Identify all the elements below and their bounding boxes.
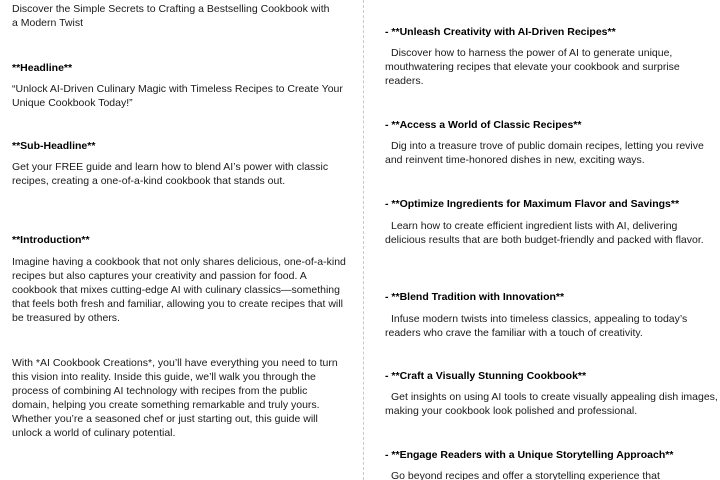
introduction-paragraph-1: Imagine having a cookbook that not only shares delicious, one-of-a-kind recipes but also captures your creativity and passion for food. A cookbook that mixes cutting-edge AI with culinary classics—something that feels both fresh and familiar, allowing you to create recipes that will be treasured by others. bbox=[12, 256, 346, 324]
benefit-body: Learn how to create efficient ingredient lists with AI, delivering delicious results that are both budget-friendly and packed with flavor. bbox=[385, 220, 704, 246]
benefit-heading: - **Optimize Ingredients for Maximum Flavor and Savings** bbox=[385, 198, 680, 210]
benefit-heading: - **Unleash Creativity with AI-Driven Recipes** bbox=[385, 26, 616, 38]
headline-label: **Headline** bbox=[12, 62, 73, 74]
benefit-heading: - **Craft a Visually Stunning Cookbook** bbox=[385, 370, 587, 382]
benefit-body: Discover how to harness the power of AI to generate unique, mouthwatering recipes that elevate your cookbook and surprise readers. bbox=[385, 47, 680, 87]
benefit-heading: - **Access a World of Classic Recipes** bbox=[385, 119, 582, 131]
right-column bbox=[385, 0, 718, 480]
introduction-label: **Introduction** bbox=[12, 234, 90, 246]
subheadline-text: Get your FREE guide and learn how to blend AI’s power with classic recipes, creating a one-of-a-kind cookbook that stands out. bbox=[12, 161, 329, 187]
benefit-body: Get insights on using AI tools to create visually appealing dish images, making your cookbook look polished and professional. bbox=[385, 391, 718, 417]
benefit-heading: - **Engage Readers with a Unique Storytelling Approach** bbox=[385, 449, 674, 461]
benefit-body: Infuse modern twists into timeless classics, appealing to today’s readers who crave the familiar with a touch of creativity. bbox=[385, 313, 688, 339]
benefit-body: Dig into a treasure trove of public domain recipes, letting you revive and reinvent time-honored dishes in new, exciting ways. bbox=[385, 140, 704, 166]
left-column bbox=[12, 0, 346, 480]
subheadline-label: **Sub-Headline** bbox=[12, 140, 96, 152]
benefit-body: Go beyond recipes and offer a storytelling experience that bbox=[391, 470, 660, 480]
intro-line: Discover the Simple Secrets to Crafting a Bestselling Cookbook with a Modern Twist bbox=[12, 3, 330, 29]
introduction-paragraph-2: With *AI Cookbook Creations*, you’ll have everything you need to turn this vision into reality. Inside this guide, we’ll walk you through the process of combining AI technology with recipes from the public domain, helping you create something remarkable and truly yours. Whether you’re a seasoned chef or just starting out, this guide will unlock a world of culinary potential. bbox=[12, 357, 338, 439]
column-divider bbox=[363, 0, 364, 480]
benefit-heading: - **Blend Tradition with Innovation** bbox=[385, 291, 565, 303]
headline-text: “Unlock AI-Driven Culinary Magic with Timeless Recipes to Create Your Unique Cookbook Today!” bbox=[12, 83, 343, 109]
